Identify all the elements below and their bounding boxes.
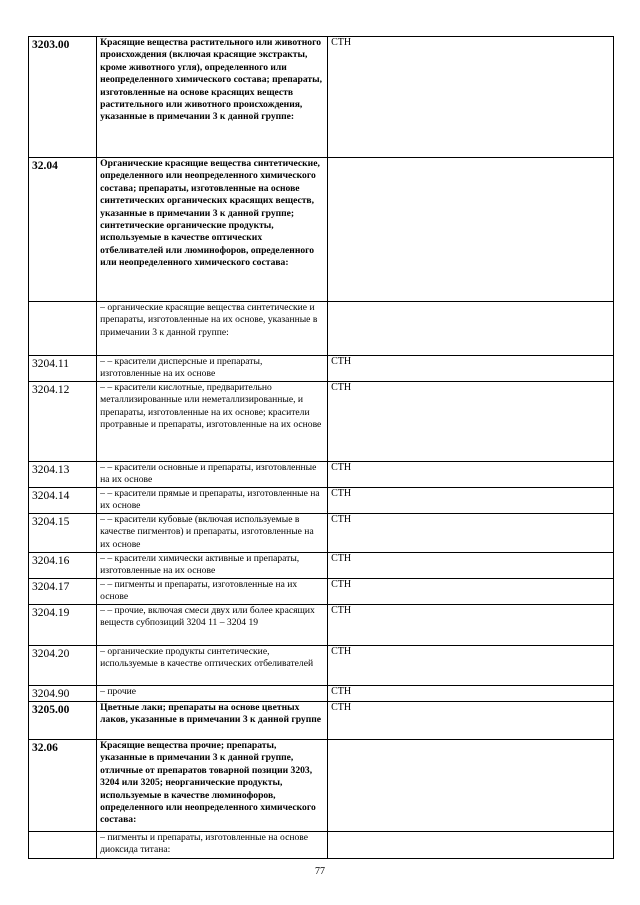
hs-code-cell: 3204.15 (29, 514, 97, 553)
tariff-table (28, 36, 614, 859)
description-cell: – органические продукты синтетические, используемые в качестве оптических отбеливателей (97, 646, 328, 686)
rule-cell: СТН (328, 382, 614, 462)
description-cell: – органические красящие вещества синтетические и препараты, изготовленные на их основе, указанные в примечании 3 к данной группе: (97, 302, 328, 356)
hs-code-cell: 3203.00 (29, 37, 97, 158)
rule-cell (328, 158, 614, 302)
description-cell: Красящие вещества растительного или животного происхождения (включая красящие экстракты, кроме животного угля), определенного или неопределенного химического состава; препараты, изготовленные на основе красящих веществ растительного или животного происхождения, указанные в примечании 3 к данной группе: (97, 37, 328, 158)
hs-code-cell: 3204.16 (29, 553, 97, 579)
hs-code-cell: 3205.00 (29, 702, 97, 740)
rule-cell: СТН (328, 514, 614, 553)
rule-cell: СТН (328, 488, 614, 514)
description-cell: Органические красящие вещества синтетические, определенного или неопределенного химического состава; препараты, изготовленные на основе синтетических органических красящих веществ, указанные в примечании 3 к данной группе; синтетические органические продукты, используемые в качестве оптических отбеливателей или люминофоров, определенного или неопределенного химического состава: (97, 158, 328, 302)
description-cell: – – красители дисперсные и препараты, изготовленные на их основе (97, 356, 328, 382)
description-cell: Красящие вещества прочие; препараты, указанные в примечании 3 к данной группе, отличные от препаратов товарной позиции 3203, 3204 или 3205; неорганические продукты, используемые в качестве люминофоров, определенного или неопределенного химического состава: (97, 740, 328, 832)
hs-code-cell: 3204.12 (29, 382, 97, 462)
table-row (29, 832, 614, 859)
hs-code-cell: 32.06 (29, 740, 97, 832)
rule-cell: СТН (328, 462, 614, 488)
hs-code-cell: 32.04 (29, 158, 97, 302)
table-row (29, 553, 614, 579)
rule-cell: СТН (328, 646, 614, 686)
description-cell: – – красители кубовые (включая используемые в качестве пигментов) и препараты, изготовленные на их основе (97, 514, 328, 553)
hs-code-cell: 3204.90 (29, 686, 97, 702)
rule-cell: СТН (328, 356, 614, 382)
description-cell: – пигменты и препараты, изготовленные на основе диоксида титана: (97, 832, 328, 859)
description-cell: – – прочие, включая смеси двух или более красящих веществ субпозиций 3204 11 – 3204 19 (97, 605, 328, 646)
rule-cell: СТН (328, 553, 614, 579)
description-cell: – – красители основные и препараты, изготовленные на их основе (97, 462, 328, 488)
table-row (29, 605, 614, 646)
table-row (29, 646, 614, 686)
rule-cell: СТН (328, 605, 614, 646)
hs-code-cell: 3204.13 (29, 462, 97, 488)
hs-code-cell (29, 832, 97, 859)
hs-code-cell: 3204.20 (29, 646, 97, 686)
table-row (29, 302, 614, 356)
description-cell: – – красители кислотные, предварительно металлизированные или неметаллизированные, и препараты, изготовленные на их основе; красители протравные и препараты, изготовленные на их основе (97, 382, 328, 462)
hs-code-cell: 3204.19 (29, 605, 97, 646)
hs-code-cell: 3204.11 (29, 356, 97, 382)
rule-cell: СТН (328, 37, 614, 158)
table-row (29, 382, 614, 462)
table-row (29, 740, 614, 832)
hs-code-cell (29, 302, 97, 356)
table-row (29, 488, 614, 514)
tariff-table-body (29, 37, 614, 859)
table-row (29, 702, 614, 740)
table-row (29, 514, 614, 553)
description-cell: – прочие (97, 686, 328, 702)
rule-cell: СТН (328, 686, 614, 702)
table-row (29, 686, 614, 702)
rule-cell: СТН (328, 702, 614, 740)
rule-cell (328, 302, 614, 356)
description-cell: – – красители химически активные и препараты, изготовленные на их основе (97, 553, 328, 579)
rule-cell (328, 832, 614, 859)
table-row (29, 579, 614, 605)
rule-cell: СТН (328, 579, 614, 605)
description-cell: – – пигменты и препараты, изготовленные на их основе (97, 579, 328, 605)
hs-code-cell: 3204.17 (29, 579, 97, 605)
table-row (29, 37, 614, 158)
table-row (29, 462, 614, 488)
hs-code-cell: 3204.14 (29, 488, 97, 514)
page-number: 77 (315, 866, 325, 877)
table-row (29, 158, 614, 302)
description-cell: Цветные лаки; препараты на основе цветных лаков, указанные в примечании 3 к данной группе (97, 702, 328, 740)
description-cell: – – красители прямые и препараты, изготовленные на их основе (97, 488, 328, 514)
rule-cell (328, 740, 614, 832)
table-row (29, 356, 614, 382)
